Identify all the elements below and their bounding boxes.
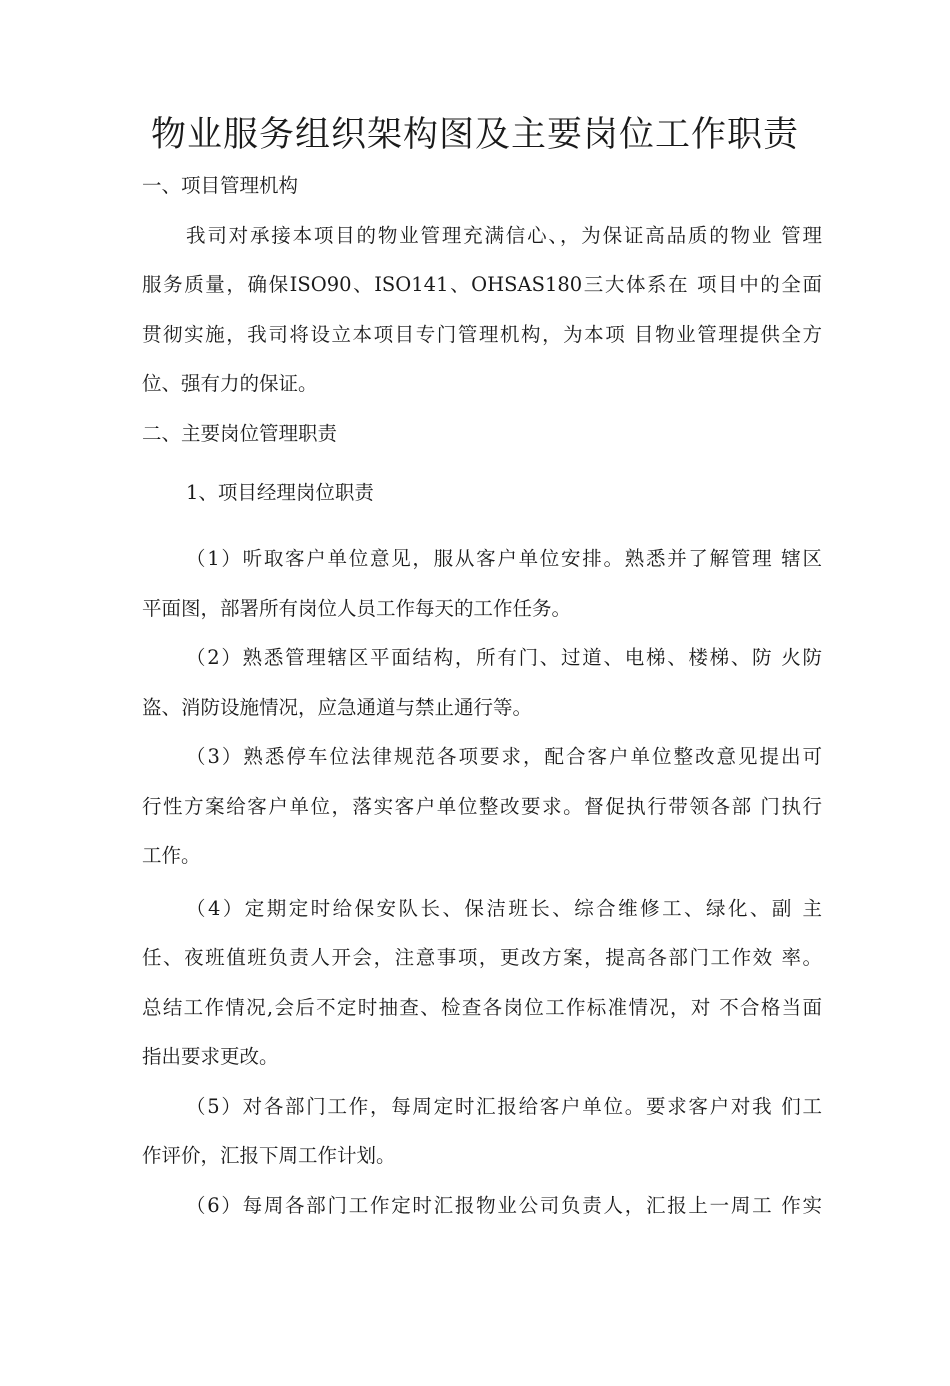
item-3-line-2: 行性方案给客户单位，落实客户单位整改要求。督促执行带领各部 门执行 <box>142 795 822 818</box>
item-5-line-1: （5）对各部门工作，每周定时汇报给客户单位。要求客户对我 们工 <box>186 1095 822 1118</box>
item-3-line-3: 工作。 <box>142 844 201 867</box>
section-2-heading: 二、主要岗位管理职责 <box>142 422 338 445</box>
item-1-line-1: （1）听取客户单位意见，服从客户单位安排。熟悉并了解管理 辖区 <box>186 547 822 570</box>
section-1-heading: 一、项目管理机构 <box>142 174 299 197</box>
item-4-line-1: （4）定期定时给保安队长、保洁班长、综合维修工、绿化、副 主 <box>186 897 822 920</box>
sub-heading-project-manager: 1、项目经理岗位职责 <box>186 481 374 504</box>
document-title: 物业服务组织架构图及主要岗位工作职责 <box>150 115 799 155</box>
item-6-line-1: （6）每周各部门工作定时汇报物业公司负责人，汇报上一周工 作实 <box>186 1194 822 1217</box>
section-1-para-line-4: 位、强有力的保证。 <box>142 372 318 395</box>
item-5-line-2: 作评价，汇报下周工作计划。 <box>142 1144 396 1167</box>
item-4-line-3: 总结工作情况,会后不定时抽查、检查各岗位工作标准情况，对 不合格当面 <box>142 996 822 1019</box>
section-1-para-line-3: 贯彻实施，我司将设立本项目专门管理机构，为本项 目物业管理提供全方 <box>142 323 822 346</box>
item-2-line-1: （2）熟悉管理辖区平面结构，所有门、过道、电梯、楼梯、防 火防 <box>186 646 822 669</box>
item-4-line-2: 任、夜班值班负责人开会，注意事项，更改方案，提高各部门工作效 率。 <box>142 946 822 969</box>
section-1-para-line-1: 我司对承接本项目的物业管理充满信心、，为保证高品质的物业 管理 <box>186 224 822 247</box>
item-2-line-2: 盗、消防设施情况，应急通道与禁止通行等。 <box>142 696 533 719</box>
item-3-line-1: （3）熟悉停车位法律规范各项要求，配合客户单位整改意见提出可 <box>186 745 822 768</box>
item-1-line-2: 平面图，部署所有岗位人员工作每天的工作任务。 <box>142 597 572 620</box>
item-4-line-4: 指出要求更改。 <box>142 1045 279 1068</box>
section-1-para-line-2: 服务质量，确保ISO90、ISO141、OHSAS180三大体系在 项目中的全面 <box>142 273 822 296</box>
